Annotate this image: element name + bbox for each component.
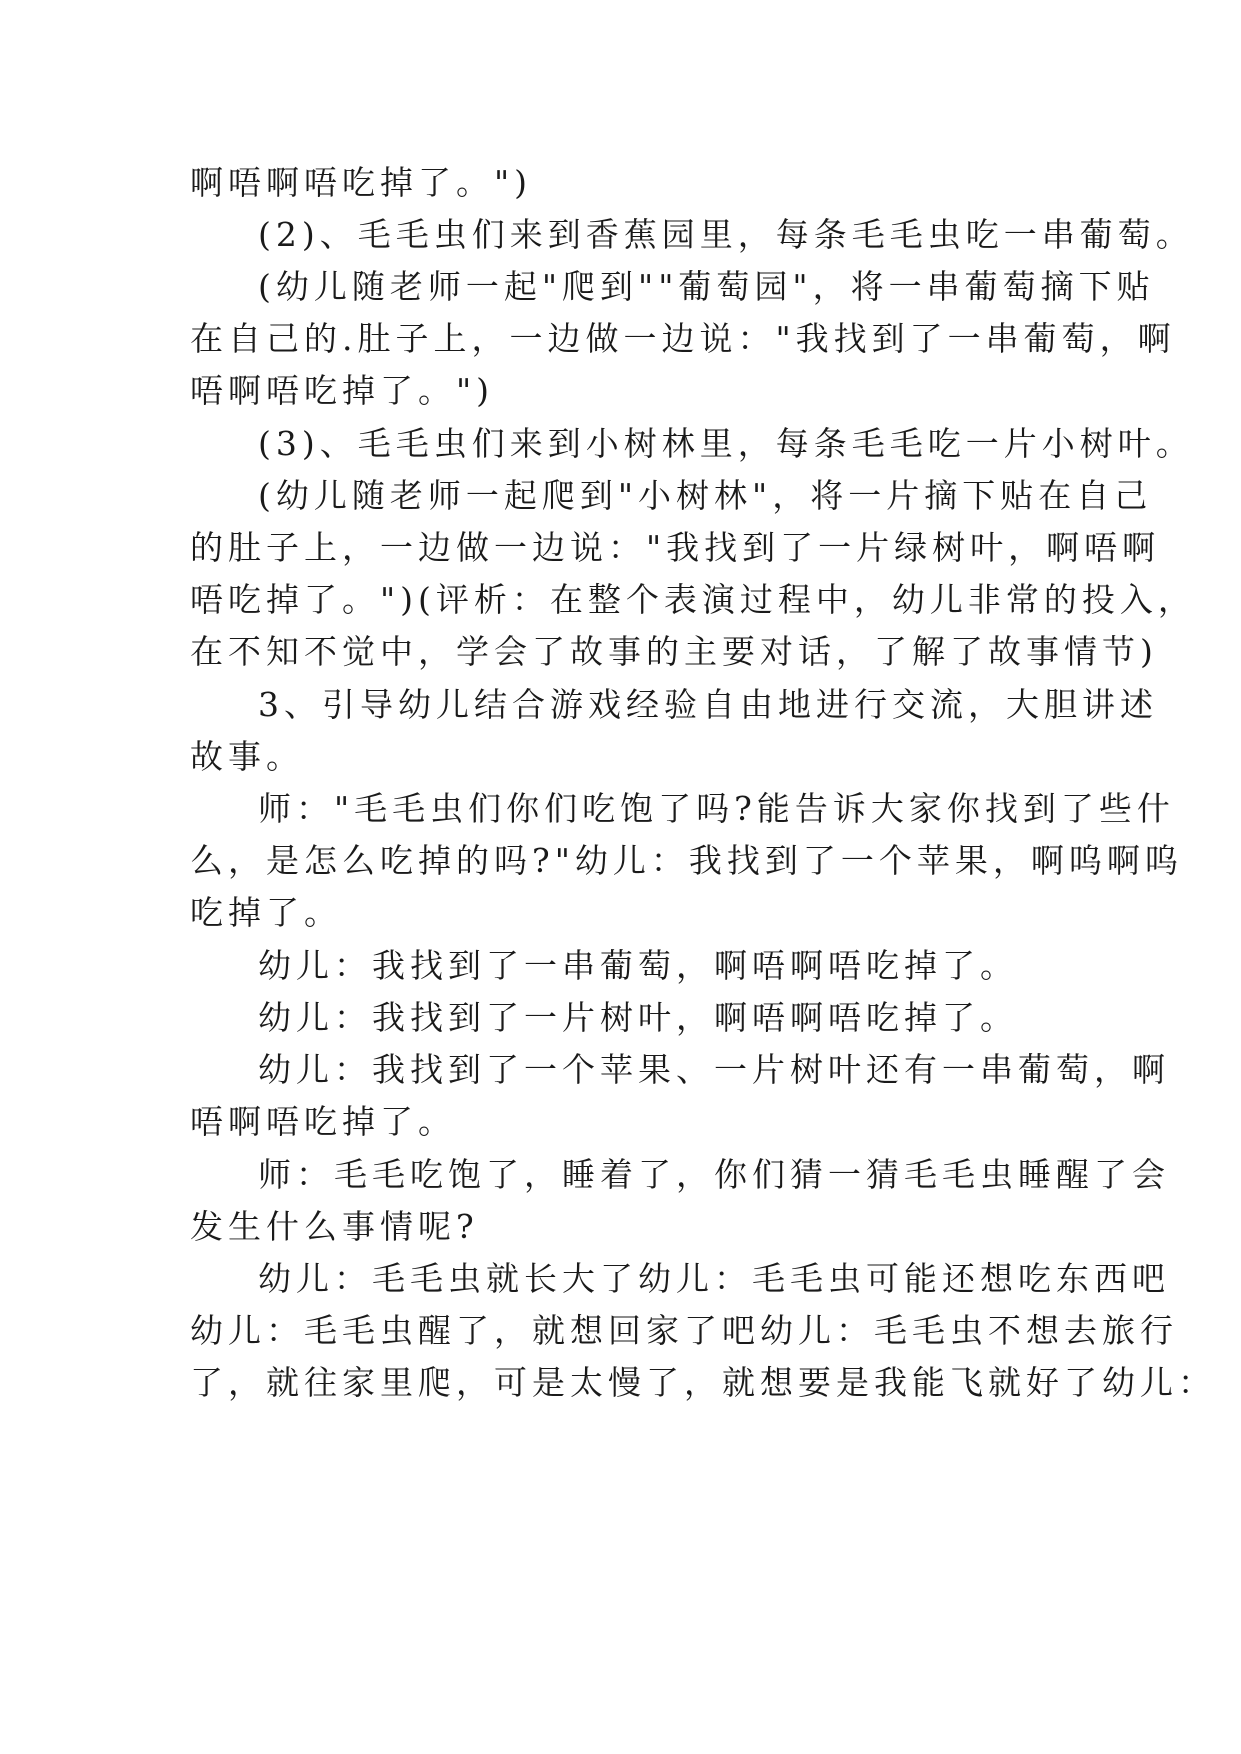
text-line: 幼儿：我找到了一个苹果、一片树叶还有一串葡萄，啊 xyxy=(258,1050,1170,1089)
text-line: 唔啊唔吃掉了。 xyxy=(190,1102,456,1141)
text-line: 幼儿：毛毛虫醒了，就想回家了吧幼儿：毛毛虫不想去旅行 xyxy=(190,1311,1178,1350)
text-line: (幼儿随老师一起"爬到""葡萄园"，将一串葡萄摘下贴 xyxy=(258,267,1155,306)
text-line: 发生什么事情呢? xyxy=(190,1207,479,1246)
text-line: 师："毛毛虫们你们吃饱了吗?能告诉大家你找到了些什 xyxy=(258,789,1175,828)
text-line: (3)、毛毛虫们来到小树林里，每条毛毛吃一片小树叶。 xyxy=(258,424,1194,463)
text-line: 幼儿：毛毛虫就长大了幼儿：毛毛虫可能还想吃东西吧 xyxy=(258,1259,1170,1298)
text-line: 幼儿：我找到了一串葡萄，啊唔啊唔吃掉了。 xyxy=(258,946,1018,985)
text-line: 幼儿：我找到了一片树叶，啊唔啊唔吃掉了。 xyxy=(258,998,1018,1037)
text-line: (2)、毛毛虫们来到香蕉园里，每条毛毛虫吃一串葡萄。 xyxy=(258,215,1194,254)
text-line: 吃掉了。 xyxy=(190,893,342,932)
text-line: 么，是怎么吃掉的吗?"幼儿：我找到了一个苹果，啊呜啊呜 xyxy=(190,841,1183,880)
text-line: (幼儿随老师一起爬到"小树林"，将一片摘下贴在自己 xyxy=(258,476,1153,515)
text-line: 师：毛毛吃饱了，睡着了，你们猜一猜毛毛虫睡醒了会 xyxy=(258,1155,1170,1194)
text-line: 故事。 xyxy=(190,737,304,776)
text-line: 唔啊唔吃掉了。") xyxy=(190,371,495,410)
text-line: 3、引导幼儿结合游戏经验自由地进行交流，大胆讲述 xyxy=(258,685,1158,724)
text-line: 在不知不觉中，学会了故事的主要对话，了解了故事情节) xyxy=(190,632,1158,671)
text-line: 的肚子上，一边做一边说："我找到了一片绿树叶，啊唔啊 xyxy=(190,528,1161,567)
text-line: 了，就往家里爬，可是太慢了，就想要是我能飞就好了幼儿： xyxy=(190,1363,1216,1402)
text-line: 在自己的.肚子上，一边做一边说："我找到了一串葡萄，啊 xyxy=(190,319,1176,358)
text-line: 唔吃掉了。")(评析：在整个表演过程中，幼儿非常的投入， xyxy=(190,580,1196,619)
text-line: 啊唔啊唔吃掉了。") xyxy=(190,163,533,202)
